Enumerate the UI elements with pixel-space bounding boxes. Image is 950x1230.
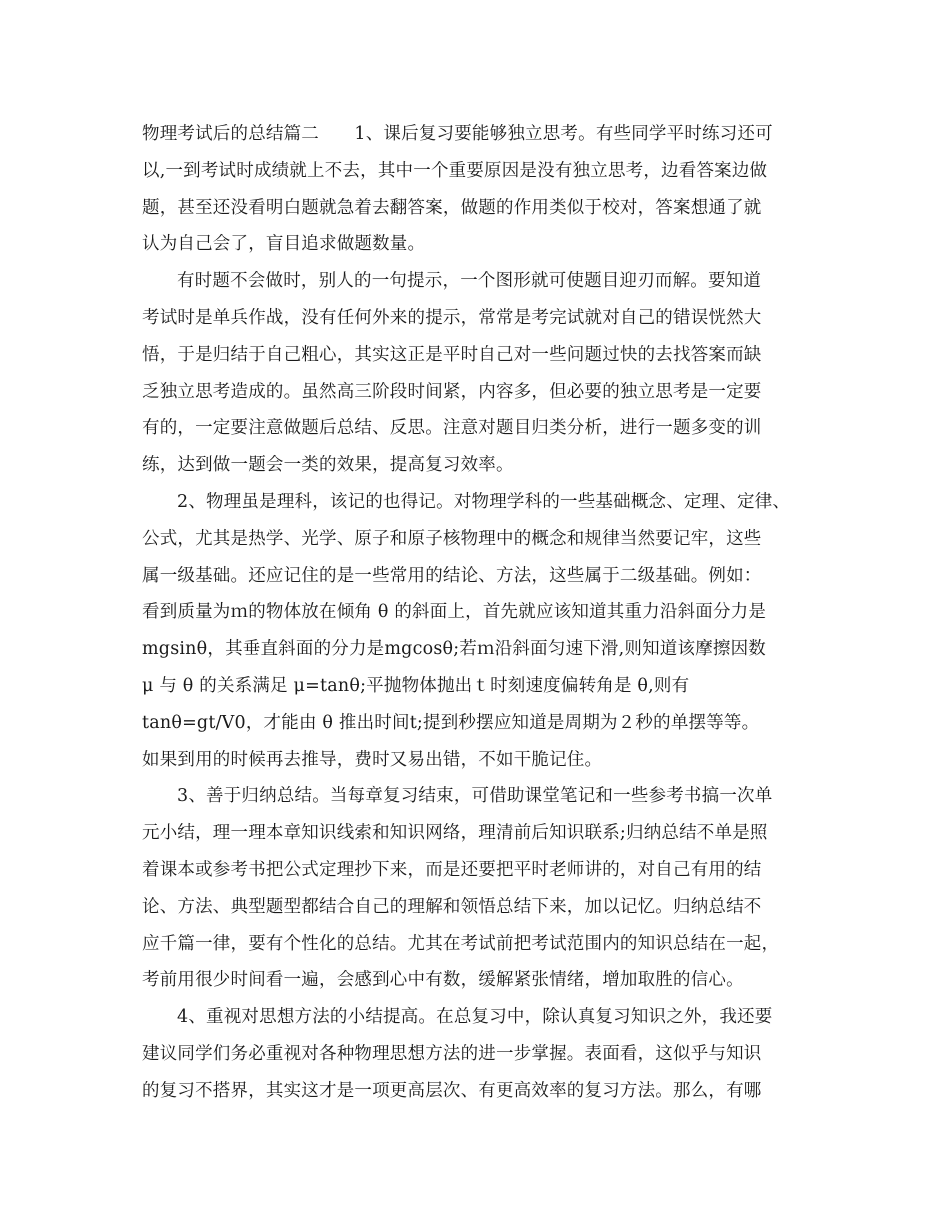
text-line: 建议同学们务必重视对各种物理思想方法的进一步掌握。表面看，这似乎与知识: [142, 1043, 762, 1064]
text-line: 练，达到做一题会一类的效果，提高复习效率。: [142, 455, 514, 476]
text-line: 论、方法、典型题型都结合自己的理解和领悟总结下来，加以记忆。归纳总结不: [142, 896, 762, 917]
text-line: 应千篇一律，要有个性化的总结。尤其在考试前把考试范围内的知识总结在一起，: [142, 933, 780, 954]
text-line: 的复习不搭界，其实这才是一项更高层次、有更高效率的复习方法。那么，有哪: [142, 1080, 762, 1101]
text-line: 公式，尤其是热学、光学、原子和原子核物理中的概念和规律当然要记牢，这些: [142, 528, 762, 549]
text-line: 有时题不会做时，别人的一句提示，一个图形就可使题目迎刃而解。要知道: [177, 271, 762, 292]
text-line: 考前用很少时间看一遍，会感到心中有数，缓解紧张情绪，增加取胜的信心。: [142, 970, 744, 991]
text-line: 如果到用的时候再去推导，费时又易出错，不如干脆记住。: [142, 749, 603, 770]
text-line: 以,一到考试时成绩就上不去，其中一个重要原因是没有独立思考，边看答案边做: [142, 160, 768, 181]
text-line: mgsinθ，其垂直斜面的分力是mgcosθ;若ｍ沿斜面匀速下滑,则知道该摩擦因数: [142, 639, 766, 660]
text-line: 2、物理虽是理科，该记的也得记。对物理学科的一些基础概念、定理、定律、: [177, 491, 791, 512]
text-line: 元小结，理一理本章知识线索和知识网络，理清前后知识联系;归纳总结不单是照: [142, 823, 768, 844]
document-body: [142, 116, 822, 1110]
text-line: 着课本或参考书把公式定理抄下来，而是还要把平时老师讲的，对自己有用的结: [142, 859, 762, 880]
text-line: tanθ=gt/V0，才能由 θ 推出时间t;提到秒摆应知道是周期为２秒的单摆等等。: [142, 712, 760, 733]
text-line: 题，甚至还没看明白题就急着去翻答案，做题的作用类似于校对，答案想通了就: [142, 197, 762, 218]
text-line: 乏独立思考造成的。虽然高三阶段时间紧，内容多，但必要的独立思考是一定要: [142, 381, 762, 402]
text-line: 悟，于是归结于自己粗心，其实这正是平时自己对一些问题过快的去找答案而缺: [142, 344, 762, 365]
text-line: 4、重视对思想方法的小结提高。在总复习中，除认真复习知识之外，我还要: [177, 1007, 773, 1028]
text-line: 物理考试后的总结篇二 1、课后复习要能够独立思考。有些同学平时练习还可: [142, 124, 773, 144]
text-line: 3、善于归纳总结。当每章复习结束，可借助课堂笔记和一些参考书搞一次单: [177, 786, 773, 807]
text-line: 有的，一定要注意做题后总结、反思。注意对题目归类分析，进行一题多变的训: [142, 418, 762, 439]
text-line: μ 与 θ 的关系满足 μ=tanθ;平抛物体抛出ｔ时刻速度偏转角是 θ,则有: [142, 675, 690, 696]
text-line: 属一级基础。还应记住的是一些常用的结论、方法，这些属于二级基础。例如：: [142, 565, 762, 586]
text-line: 认为自己会了，盲目追求做题数量。: [142, 234, 426, 255]
text-line: 看到质量为ｍ的物体放在倾角 θ 的斜面上，首先就应该知道其重力沿斜面分力是: [142, 602, 767, 623]
text-line: 考试时是单兵作战，没有任何外来的提示，常常是考完试就对自己的错误恍然大: [142, 307, 762, 328]
